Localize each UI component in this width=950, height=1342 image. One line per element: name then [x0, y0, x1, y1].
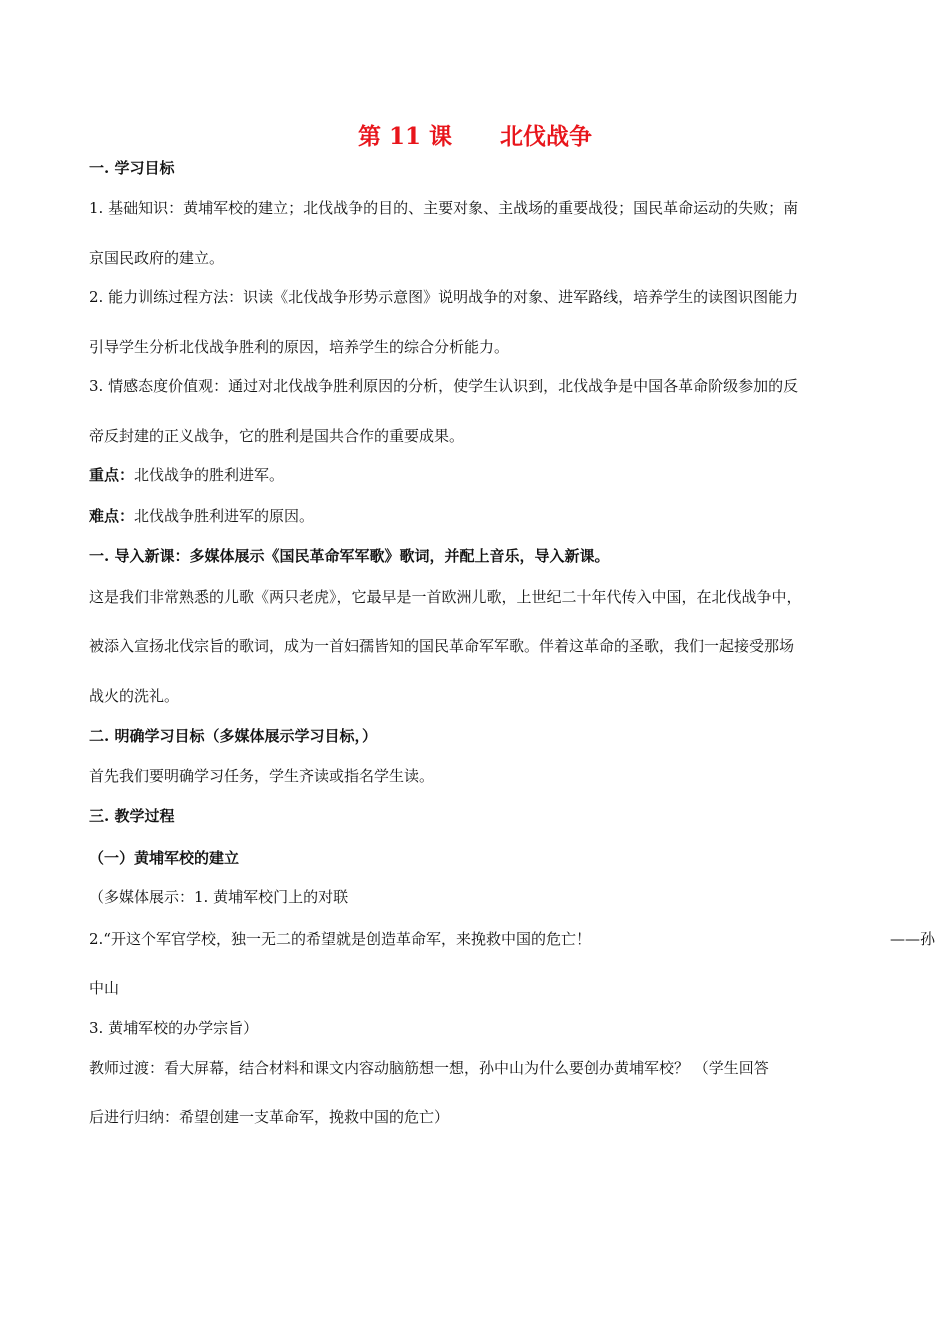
quote-text: 2.“开这个军官学校，独一无二的希望就是创造革命军，来挽救中国的危亡！ [89, 930, 591, 948]
media-item-2 [89, 929, 936, 949]
difficulty [89, 506, 314, 526]
objective-1-line-2: 京国民政府的建立。 [89, 249, 225, 267]
objectives-heading: 一. 学习目标 [89, 159, 175, 177]
difficulty-label: 难点： [89, 507, 135, 525]
intro-paragraph-line-3: 战火的洗礼。 [89, 687, 180, 705]
intro-paragraph-line-2: 被添入宣扬北伐宗旨的歌词，成为一首妇孺皆知的国民革命军军歌。伴着这革命的圣歌，我们一起接受那场 [89, 637, 795, 655]
intro-heading: 一. 导入新课：多媒体展示《国民革命军军歌》歌词，并配上音乐，导入新课。 [89, 547, 610, 565]
media-item-1: （多媒体展示：1. 黄埔军校门上的对联 [89, 888, 349, 906]
clarify-heading: 二. 明确学习目标（多媒体展示学习目标，） [89, 727, 377, 745]
lesson-title: 第 11 课 北伐战争 [357, 123, 593, 150]
media-item-3: 3. 黄埔军校的办学宗旨） [89, 1019, 259, 1037]
objective-3-line-2: 帝反封建的正义战争，它的胜利是国共合作的重要成果。 [89, 427, 465, 445]
objective-2-line-2: 引导学生分析北伐战争胜利的原因，培养学生的综合分析能力。 [89, 338, 510, 356]
objective-2-line-1: 2. 能力训练过程方法：识读《北伐战争形势示意图》说明战争的对象、进军路线，培养学生的读图识图能力 [89, 288, 799, 306]
key-point [89, 465, 284, 485]
teacher-transition-line-1: 教师过渡：看大屏幕，结合材料和课文内容动脑筋想一想，孙中山为什么要创办黄埔军校？ （学生回答 [89, 1059, 769, 1077]
objective-1-line-1: 1. 基础知识：黄埔军校的建立；北伐战争的目的、主要对象、主战场的重要战役；国民革命运动的失败；南 [89, 199, 799, 217]
quote-attribution: ——孙 [890, 930, 936, 948]
key-point-text: 北伐战争的胜利进军。 [134, 466, 285, 484]
clarify-text: 首先我们要明确学习任务，学生齐读或指名学生读。 [89, 767, 435, 785]
process-subheading-huangpu: （一）黄埔军校的建立 [89, 849, 240, 867]
process-heading: 三. 教学过程 [89, 807, 175, 825]
difficulty-text: 北伐战争胜利进军的原因。 [134, 507, 315, 525]
intro-paragraph-line-1: 这是我们非常熟悉的儿歌《两只老虎》，它最早是一首欧洲儿歌，上世纪二十年代传入中国，在北伐战争中， [89, 588, 802, 606]
teacher-transition-line-2: 后进行归纳：希望创建一支革命军，挽救中国的危亡） [89, 1108, 450, 1126]
key-point-label: 重点： [89, 466, 135, 484]
objective-3-line-1: 3. 情感态度价值观：通过对北伐战争胜利原因的分析，使学生认识到，北伐战争是中国各革命阶级参加的反 [89, 377, 799, 395]
quote-attribution-continued: 中山 [89, 979, 120, 997]
